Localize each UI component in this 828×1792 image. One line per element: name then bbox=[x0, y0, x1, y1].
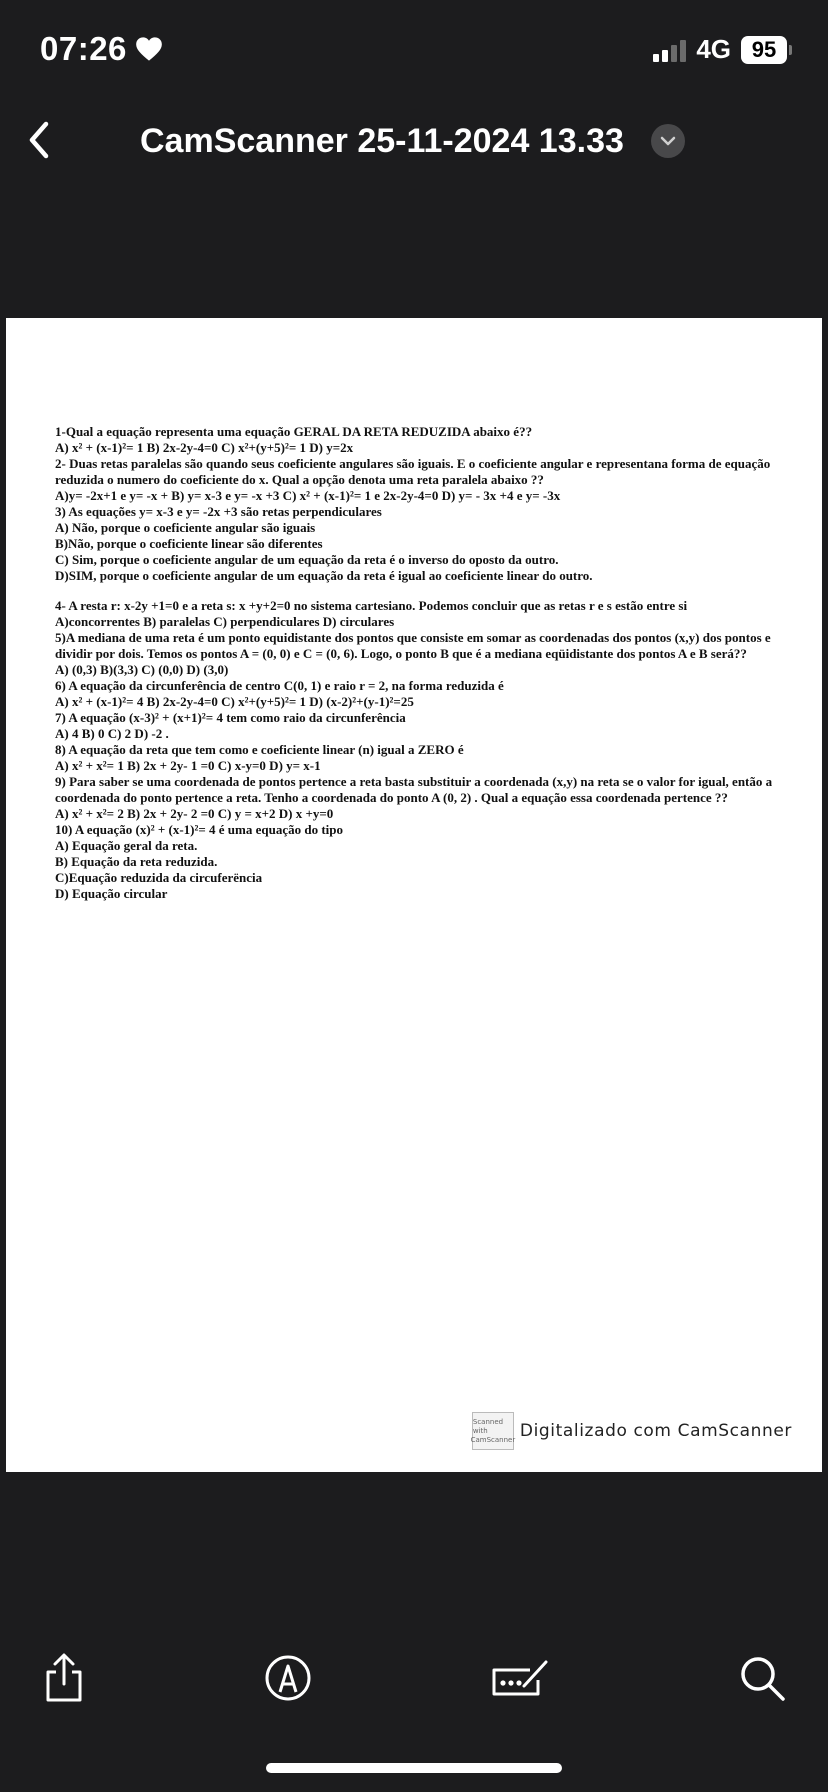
chevron-down-icon bbox=[660, 136, 676, 146]
question-3: 3) As equações y= x-3 e y= -2x +3 são retas perpendiculares bbox=[55, 504, 382, 519]
document-title[interactable]: CamScanner 25-11-2024 13.33 bbox=[140, 122, 624, 160]
question-3-option: B)Não, porque o coeficiente linear são diferentes bbox=[55, 536, 323, 551]
search-icon bbox=[738, 1654, 786, 1702]
edit-text-button[interactable] bbox=[490, 1648, 552, 1708]
question-4: 4- A resta r: x-2y +1=0 e a reta s: x +y+2=0 no sistema cartesiano. Podemos concluir que as retas r e s estão entre si bbox=[55, 598, 688, 613]
share-icon bbox=[42, 1652, 86, 1704]
question-4-options: A)concorrentes B) paralelas C) perpendiculares D) circulares bbox=[55, 614, 395, 629]
markup-icon bbox=[264, 1654, 312, 1702]
battery-icon bbox=[741, 36, 792, 64]
question-9-options: A) x² + x²= 2 B) 2x + 2y- 2 =0 C) y = x+2 D) x +y=0 bbox=[55, 806, 334, 821]
question-10-option: B) Equação da reta reduzida. bbox=[55, 854, 218, 869]
question-5: 5)A mediana de uma reta é um ponto equidistante dos pontos que consiste em somar as coordenadas dos pontos (x,y) dos pontos e dividir por dois. Temos os pontos A = (0, 0) e C = (0, 6). Logo, o ponto B que é a mediana eqüidistante dos pontos A e B será?? bbox=[55, 630, 771, 661]
status-time: 07:26 bbox=[40, 30, 127, 67]
status-bar bbox=[0, 0, 828, 100]
search-button[interactable] bbox=[734, 1648, 790, 1708]
question-3-options bbox=[55, 520, 795, 584]
question-10-options bbox=[55, 838, 795, 902]
share-button[interactable] bbox=[36, 1648, 92, 1708]
bottom-toolbar bbox=[0, 1648, 828, 1712]
status-indicators bbox=[653, 34, 792, 65]
question-1-options: A) x² + (x-1)²= 1 B) 2x-2y-4=0 C) x²+(y+5)²= 1 D) y=2x bbox=[55, 440, 354, 455]
question-2: 2- Duas retas paralelas são quando seus coeficiente angulares são iguais. E o coeficiente angular e representana forma de equação reduzida o numero do coeficiente do x. Qual a opção denota uma reta paralela abaixo ?? bbox=[55, 456, 771, 487]
question-10-option: C)Equação reduzida da circuferëncia bbox=[55, 870, 263, 885]
camscanner-watermark bbox=[472, 1412, 792, 1450]
signal-icon bbox=[653, 38, 686, 62]
question-9: 9) Para saber se uma coordenada de pontos pertence a reta basta substituir a coordenada (x,y) na reta se o valor for igual, então a coordenada do ponto pertence a reta. Tenho a coordenada do ponto A (0, 2) . Qual a equação essa coordenada pertence ?? bbox=[55, 774, 773, 805]
status-time-group bbox=[40, 30, 163, 68]
question-2-options: A)y= -2x+1 e y= -x + B) y= x-3 e y= -x +3 C) x² + (x-1)²= 1 e 2x-2y-4=0 D) y= - 3x +4 e y= -3x bbox=[55, 488, 561, 503]
network-type: 4G bbox=[696, 34, 731, 64]
question-10: 10) A equação (x)² + (x-1)²= 4 é uma equação do tipo bbox=[55, 822, 344, 837]
question-7-options: A) 4 B) 0 C) 2 D) -2 . bbox=[55, 726, 169, 741]
question-8-options: A) x² + x²= 1 B) 2x + 2y- 1 =0 C) x-y=0 D) y= x-1 bbox=[55, 758, 321, 773]
question-10-option: D) Equação circular bbox=[55, 886, 168, 901]
question-7: 7) A equação (x-3)² + (x+1)²= 4 tem como raio da circunferência bbox=[55, 710, 406, 725]
question-6: 6) A equação da circunferência de centro C(0, 1) e raio r = 2, na forma reduzida é bbox=[55, 678, 504, 693]
question-3-option: C) Sim, porque o coeficiente angular de um equação da reta é o inverso do oposto da outro. bbox=[55, 552, 559, 567]
document-content bbox=[55, 424, 795, 902]
edit-text-icon bbox=[490, 1656, 552, 1700]
home-indicator[interactable] bbox=[266, 1763, 562, 1773]
watermark-text: Digitalizado com CamScanner bbox=[519, 1421, 792, 1441]
title-menu-button[interactable] bbox=[651, 124, 685, 158]
question-1: 1-Qual a equação representa uma equação GERAL DA RETA REDUZIDA abaixo é?? bbox=[55, 424, 533, 439]
heart-icon bbox=[135, 36, 163, 62]
question-6-options: A) x² + (x-1)²= 4 B) 2x-2y-4=0 C) x²+(y+5)²= 1 D) (x-2)²+(y-1)²=25 bbox=[55, 694, 414, 709]
question-3-option: D)SIM, porque o coeficiente angular de um equação da reta é igual ao coeficiente linear do outro. bbox=[55, 568, 593, 583]
document-page bbox=[6, 318, 822, 1472]
question-8: 8) A equação da reta que tem como e coeficiente linear (n) igual a ZERO é bbox=[55, 742, 464, 757]
markup-button[interactable] bbox=[260, 1648, 316, 1708]
nav-bar bbox=[0, 110, 828, 170]
back-chevron-icon[interactable] bbox=[24, 118, 54, 162]
question-10-option: A) Equação geral da reta. bbox=[55, 838, 198, 853]
camscanner-logo: Scanned with CamScanner bbox=[472, 1412, 514, 1450]
question-5-options: A) (0,3) B)(3,3) C) (0,0) D) (3,0) bbox=[55, 662, 229, 677]
question-3-option: A) Não, porque o coeficiente angular são iguais bbox=[55, 520, 316, 535]
battery-level: 95 bbox=[741, 36, 787, 64]
